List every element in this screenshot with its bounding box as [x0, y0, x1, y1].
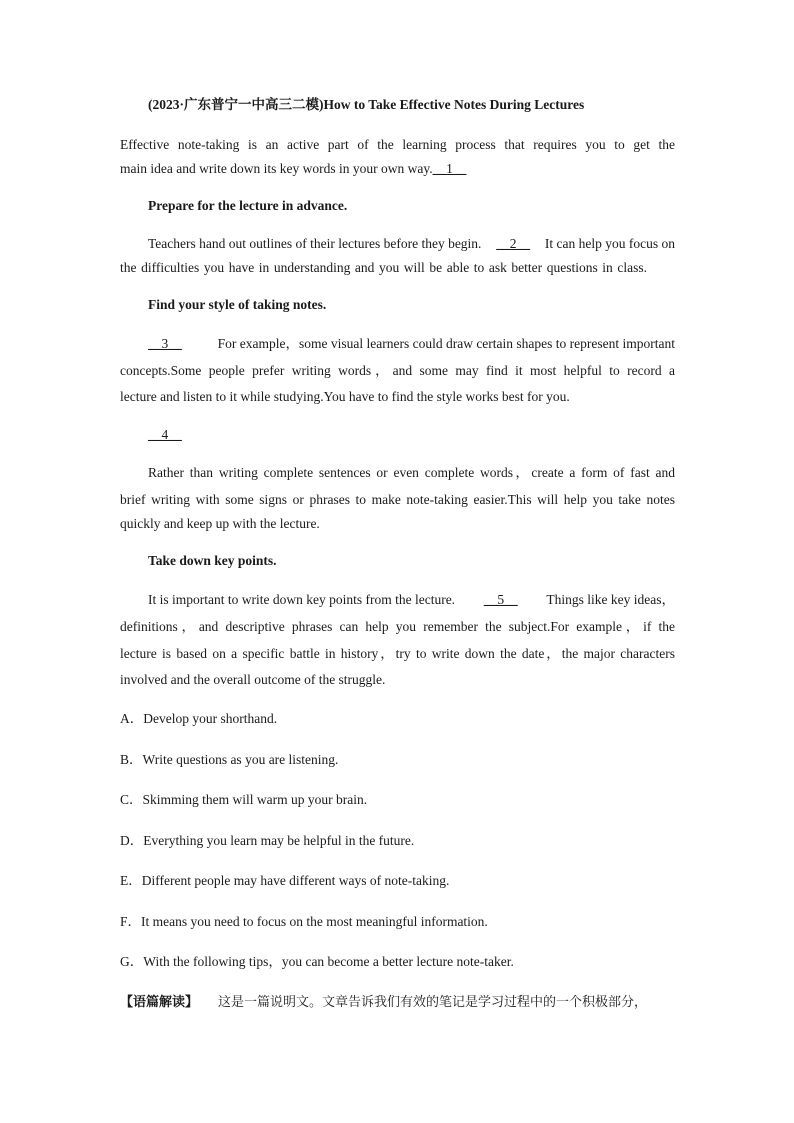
section2-text-1: For example，some visual learners could draw certain shapes to represent important — [217, 336, 675, 351]
blank-5: __5__ — [483, 592, 518, 607]
blank-1: __1__ — [432, 161, 467, 176]
option-b: B．Write questions as you are listening. — [120, 752, 339, 767]
section2-line-3: lecture and listen to it while studying.You have to find the style works best for you. — [120, 389, 570, 404]
intro-line-1: Effective note-taking is an active part of the learning process that requires you to get the — [120, 137, 675, 152]
section1-line-1 — [148, 235, 675, 253]
analysis-line — [120, 994, 682, 1012]
section4-line-1 — [148, 591, 675, 609]
source-label: (2023·广东普宁一中高三二模) — [148, 97, 324, 112]
section1-heading: Prepare for the lecture in advance. — [148, 198, 348, 213]
blank-2: __2__ — [496, 236, 531, 251]
intro-line-2 — [120, 160, 466, 178]
blank-4: __4__ — [148, 427, 182, 442]
section4-text-a: It is important to write down key points from the lecture. — [148, 592, 456, 607]
section1-line-2: the difficulties you have in understanding and you will be able to ask better questions in class. — [120, 260, 647, 275]
title-text: How to Take Effective Notes During Lectures — [323, 97, 585, 112]
section1-text-b: It can help you focus on — [544, 236, 675, 251]
section2-line-1 — [148, 335, 675, 353]
section1-text-a: Teachers hand out outlines of their lectures before they begin. — [148, 236, 482, 251]
section3-line-2: brief writing with some signs or phrases to make note-taking easier.This will help you take notes — [120, 492, 675, 507]
section2-heading: Find your style of taking notes. — [148, 297, 327, 312]
section4-line-3: lecture is based on a specific battle in history，try to write down the date，the major characters — [120, 646, 675, 661]
option-g: G．With the following tips，you can become a better lecture note-taker. — [120, 954, 514, 969]
option-d: D．Everything you learn may be helpful in the future. — [120, 833, 415, 848]
section4-heading: Take down key points. — [148, 553, 277, 568]
passage-title — [148, 96, 584, 114]
section3-line-1: Rather than writing complete sentences or even complete words，create a form of fast and — [148, 465, 675, 480]
analysis-text: 这是一篇说明文。文章告诉我们有效的笔记是学习过程中的一个积极部分， — [218, 995, 648, 1010]
analysis-label: 【语篇解读】 — [120, 995, 199, 1010]
section4-text-b: Things like key ideas， — [546, 592, 675, 607]
option-e: E．Different people may have different ways of note-taking. — [120, 873, 450, 888]
option-f: F．It means you need to focus on the most meaningful information. — [120, 914, 488, 929]
option-c: C．Skimming them will warm up your brain. — [120, 792, 368, 807]
section2-line-2: concepts.Some people prefer writing words，and some may find it most helpful to record a — [120, 363, 675, 378]
section4-line-2: definitions，and descriptive phrases can help you remember the subject.For example，if the — [120, 619, 675, 634]
section3-line-3: quickly and keep up with the lecture. — [120, 516, 320, 531]
intro-text: main idea and write down its key words in your own way. — [120, 161, 433, 176]
option-a: A．Develop your shorthand. — [120, 711, 278, 726]
blank-3: __3__ — [148, 336, 182, 351]
section4-line-4: involved and the overall outcome of the struggle. — [120, 672, 386, 687]
